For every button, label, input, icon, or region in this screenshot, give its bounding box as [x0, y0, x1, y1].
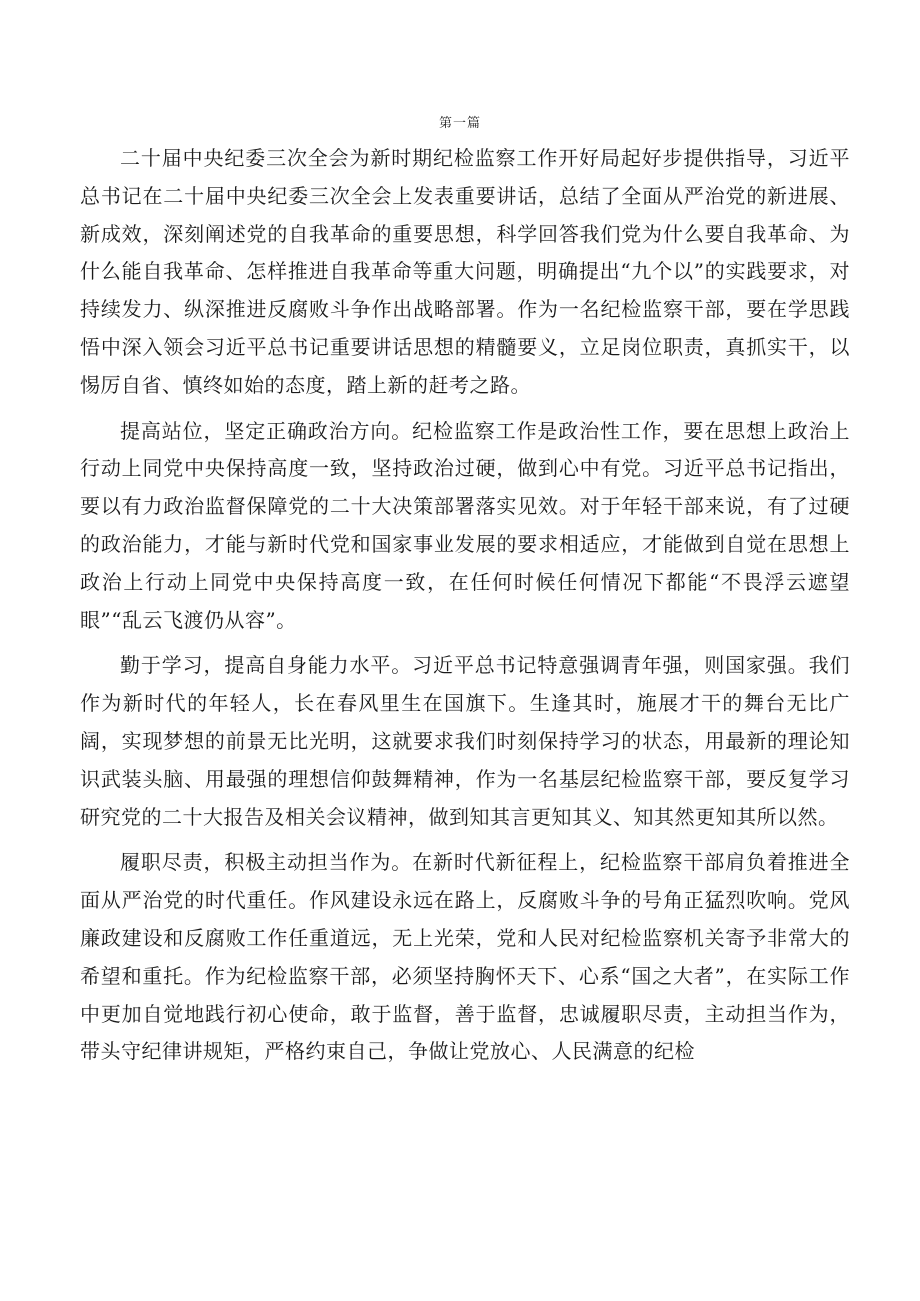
section-heading: 第一篇: [438, 116, 481, 131]
paragraph-study: 勤于学习，提高自身能力水平。习近平总书记特意强调青年强，则国家强。我们作为新时代的年轻人，长在春风里生在国旗下。生逢其时，施展才干的舞台无比广阔，实现梦想的前景无比光明，这就要求我们时刻保持学习的状态，用最新的理论知识武装头脑、用最强的理想信仰鼓舞精神，作为一名基层纪检监察干部，要反复学习研究党的二十大报告及相关会议精神，做到知其言更知其义、知其然更知其所以然。: [80, 653, 850, 829]
paragraph-duty: 履职尽责，积极主动担当作为。在新时代新征程上，纪检监察干部肩负着推进全面从严治党的时代重任。作风建设永远在路上，反腐败斗争的号角正猛烈吹响。党风廉政建设和反腐败工作任重道远，无上光荣，党和人民对纪检监察机关寄予非常大的希望和重托。作为纪检监察干部，必须坚持胸怀天下、心系“国之大者”，在实际工作中更加自觉地践行初心使命，敢于监督，善于监督，忠诚履职尽责，主动担当作为，带头守纪律讲规矩，严格约束自己，争做让党放心、人民满意的纪检: [80, 850, 850, 1064]
paragraph-political-direction: 提高站位，坚定正确政治方向。纪检监察工作是政治性工作，要在思想上政治上行动上同党中央保持高度一致，坚持政治过硬，做到心中有党。习近平总书记指出，要以有力政治监督保障党的二十大决策部署落实见效。对于年轻干部来说，有了过硬的政治能力，才能与新时代党和国家事业发展的要求相适应，才能做到自觉在思想上政治上行动上同党中央保持高度一致，在任何时候任何情况下都能“不畏浮云遮望眼”“乱云飞渡仍从容”。: [80, 418, 850, 632]
paragraph-intro: 二十届中央纪委三次全会为新时期纪检监察工作开好局起好步提供指导，习近平总书记在二十届中央纪委三次全会上发表重要讲话，总结了全面从严治党的新进展、新成效，深刻阐述党的自我革命的重要思想，科学回答我们党为什么要自我革命、为什么能自我革命、怎样推进自我革命等重大问题，明确提出“九个以”的实践要求，对持续发力、纵深推进反腐败斗争作出战略部署。作为一名纪检监察干部，要在学思践悟中深入领会习近平总书记重要讲话思想的精髓要义，立足岗位职责，真抓实干，以惕厉自省、慎终如始的态度，踏上新的赶考之路。: [80, 146, 850, 397]
body-text: [80, 140, 850, 1071]
